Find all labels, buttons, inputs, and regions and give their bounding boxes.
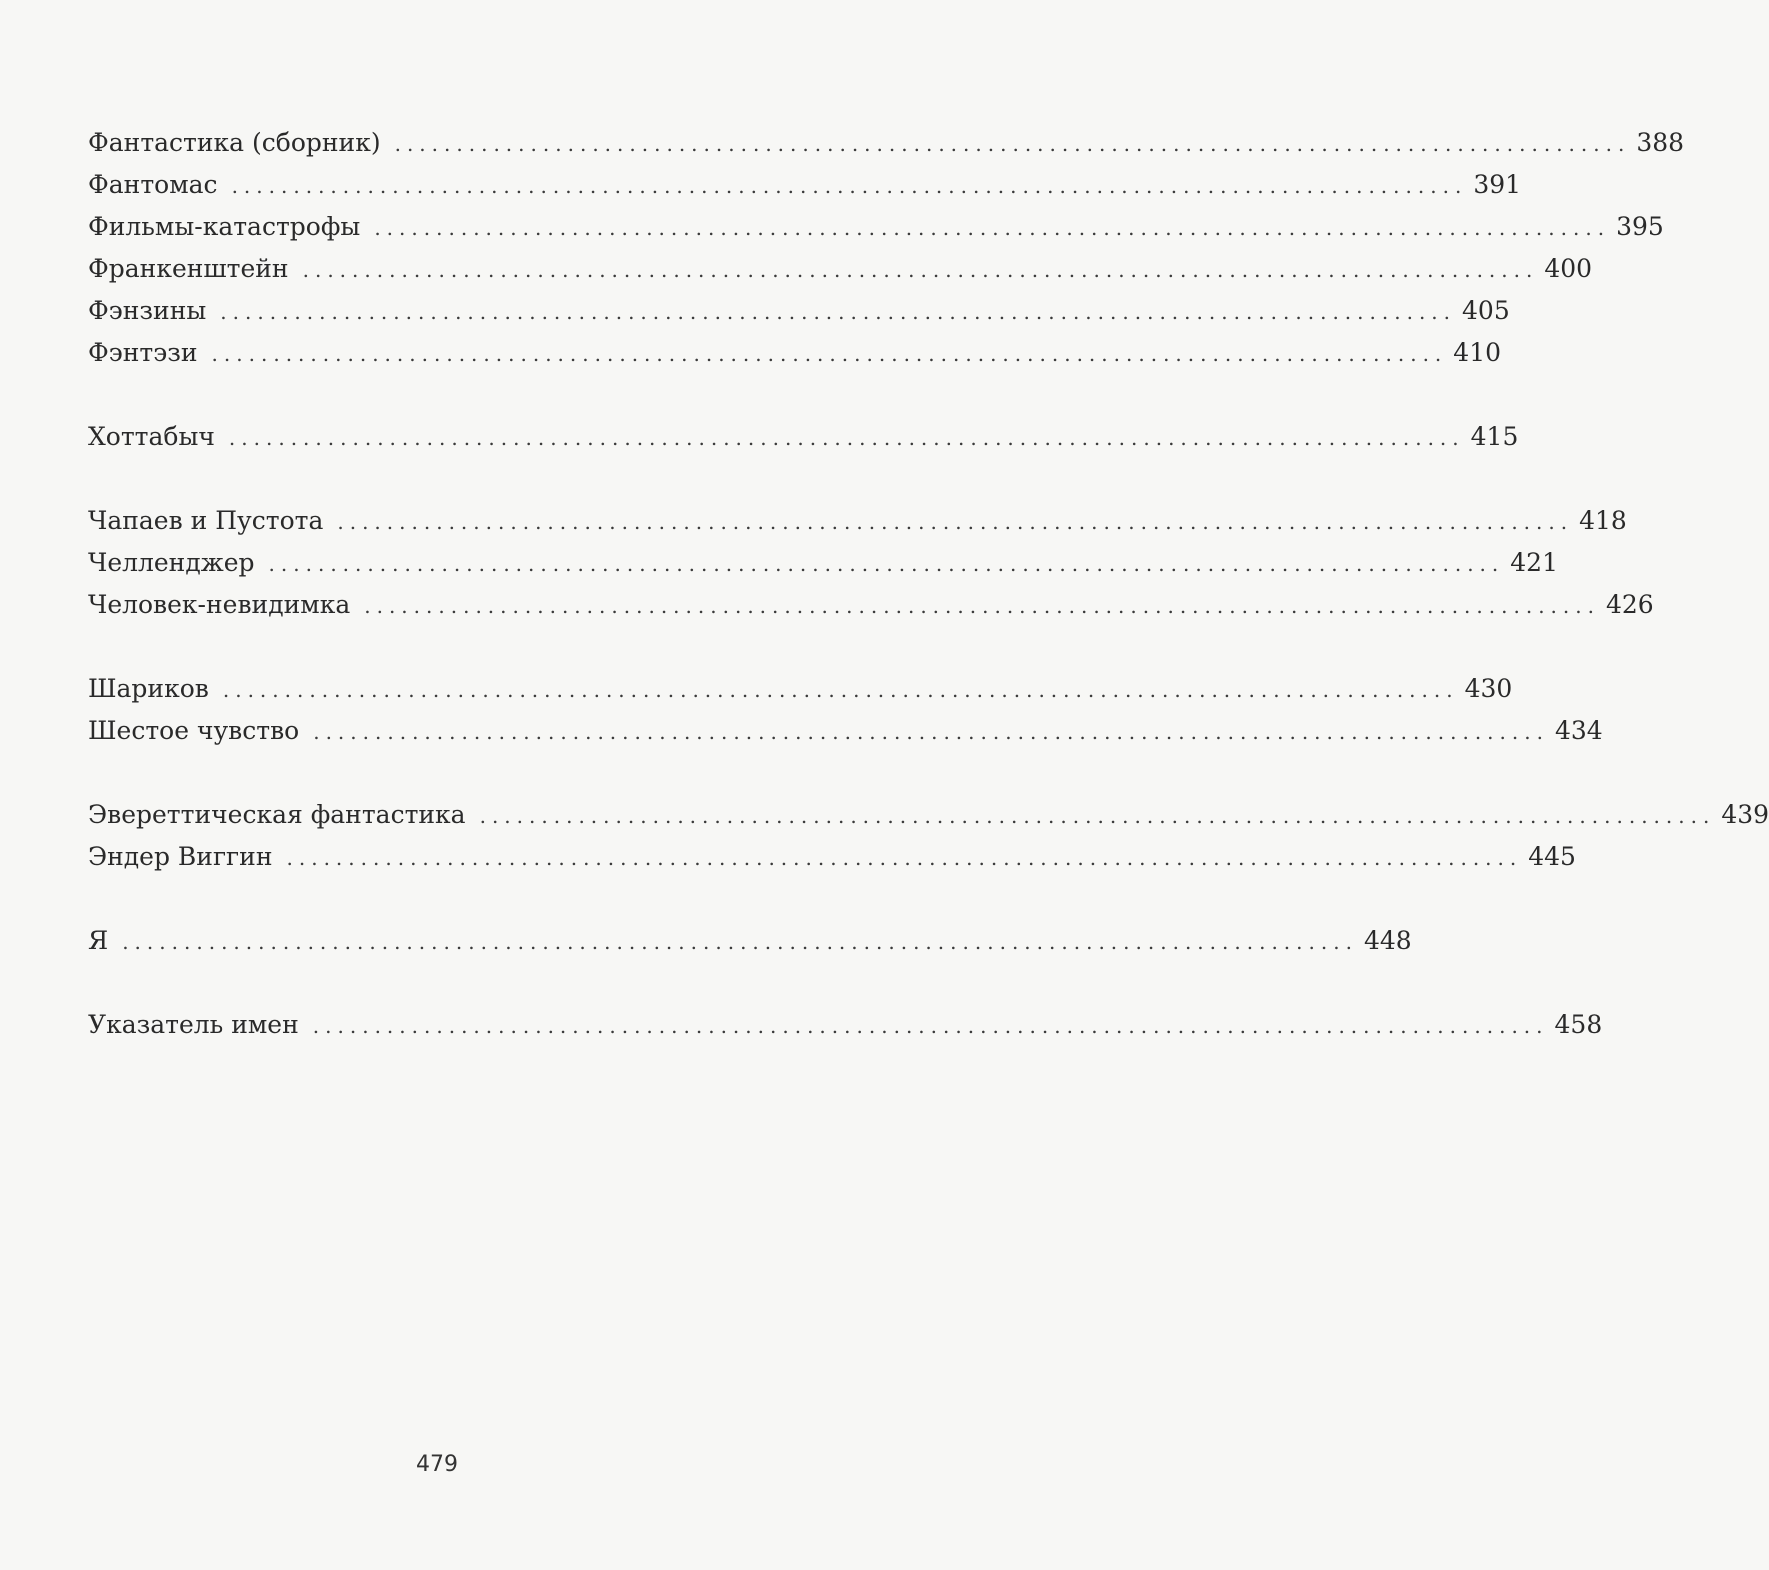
toc-entry [88, 836, 1576, 878]
dot-leader: .................................................................................................... [394, 132, 1631, 156]
toc-entry [88, 542, 1558, 584]
toc-group-sh [88, 668, 1603, 752]
entry-page-number: 434 [1554, 716, 1603, 745]
entry-title: Шариков [88, 674, 209, 703]
toc-entry [88, 206, 1664, 248]
entry-page-number: 388 [1636, 128, 1685, 157]
toc-group-index [88, 1004, 1603, 1046]
dot-leader: .................................................................................................... [228, 426, 1465, 450]
toc-entry [88, 164, 1522, 206]
dot-leader: .................................................................................................... [312, 1014, 1549, 1038]
entry-page-number: 426 [1605, 590, 1654, 619]
toc-entry [88, 290, 1510, 332]
entry-page-number: 418 [1579, 506, 1627, 535]
toc-group-kh [88, 416, 1519, 458]
toc-entry [88, 122, 1685, 164]
entry-title: Фантастика (сборник) [88, 128, 381, 157]
entry-page-number: 421 [1510, 548, 1558, 577]
entry-page-number: 410 [1453, 338, 1502, 367]
dot-leader: .................................................................................................... [479, 804, 1716, 828]
dot-leader: .................................................................................................... [222, 678, 1459, 702]
entry-page-number: 415 [1470, 422, 1519, 451]
entry-page-number: 391 [1473, 170, 1522, 199]
entry-title: Франкенштейн [88, 254, 289, 283]
toc-group-ch [88, 500, 1654, 626]
entry-page-number: 458 [1554, 1010, 1603, 1039]
dot-leader: .................................................................................................... [122, 930, 1358, 954]
entry-page-number: 439 [1721, 800, 1769, 829]
entry-title: Указатель имен [88, 1010, 299, 1039]
entry-page-number: 430 [1464, 674, 1513, 703]
dot-leader: .................................................................................................... [364, 594, 1600, 618]
toc-entry [88, 1004, 1603, 1046]
entry-page-number: 395 [1616, 212, 1664, 241]
toc-entry [88, 248, 1593, 290]
toc-group-ya [88, 920, 1412, 962]
toc-entry [88, 794, 1769, 836]
dot-leader: .................................................................................................... [337, 510, 1574, 534]
toc-entry [88, 920, 1412, 962]
page-number-folio: 479 [416, 1452, 458, 1477]
entry-title: Фэнтэзи [88, 338, 198, 367]
dot-leader: .................................................................................................... [231, 174, 1468, 198]
entry-title: Человек-невидимка [88, 590, 351, 619]
dot-leader: .................................................................................................... [302, 258, 1539, 282]
dot-leader: .................................................................................................... [374, 216, 1611, 240]
entry-title: Я [88, 926, 109, 955]
dot-leader: .................................................................................................... [286, 846, 1523, 870]
entry-title: Эндер Виггин [88, 842, 273, 871]
dot-leader: .................................................................................................... [268, 552, 1505, 576]
toc-entry [88, 332, 1502, 374]
entry-page-number: 448 [1363, 926, 1412, 955]
entry-page-number: 405 [1462, 296, 1510, 325]
toc-group-f [88, 122, 1685, 374]
entry-title: Чапаев и Пустота [88, 506, 324, 535]
toc-entry [88, 710, 1603, 752]
entry-page-number: 400 [1544, 254, 1593, 283]
toc-group-e [88, 794, 1769, 878]
toc-entry [88, 584, 1654, 626]
entry-title: Фэнзины [88, 296, 207, 325]
entry-title: Челленджер [88, 548, 255, 577]
entry-page-number: 445 [1528, 842, 1576, 871]
toc-entry [88, 500, 1627, 542]
dot-leader: .................................................................................................... [220, 300, 1457, 324]
toc-entry [88, 416, 1519, 458]
toc-entry [88, 668, 1513, 710]
entry-title: Фильмы-катастрофы [88, 212, 361, 241]
entry-title: Шестое чувство [88, 716, 300, 745]
entry-title: Фантомас [88, 170, 218, 199]
dot-leader: .................................................................................................... [211, 342, 1448, 366]
entry-title: Эвереттическая фантастика [88, 800, 466, 829]
entry-title: Хоттабыч [88, 422, 215, 451]
table-of-contents [88, 122, 1769, 1088]
dot-leader: .................................................................................................... [313, 720, 1549, 744]
